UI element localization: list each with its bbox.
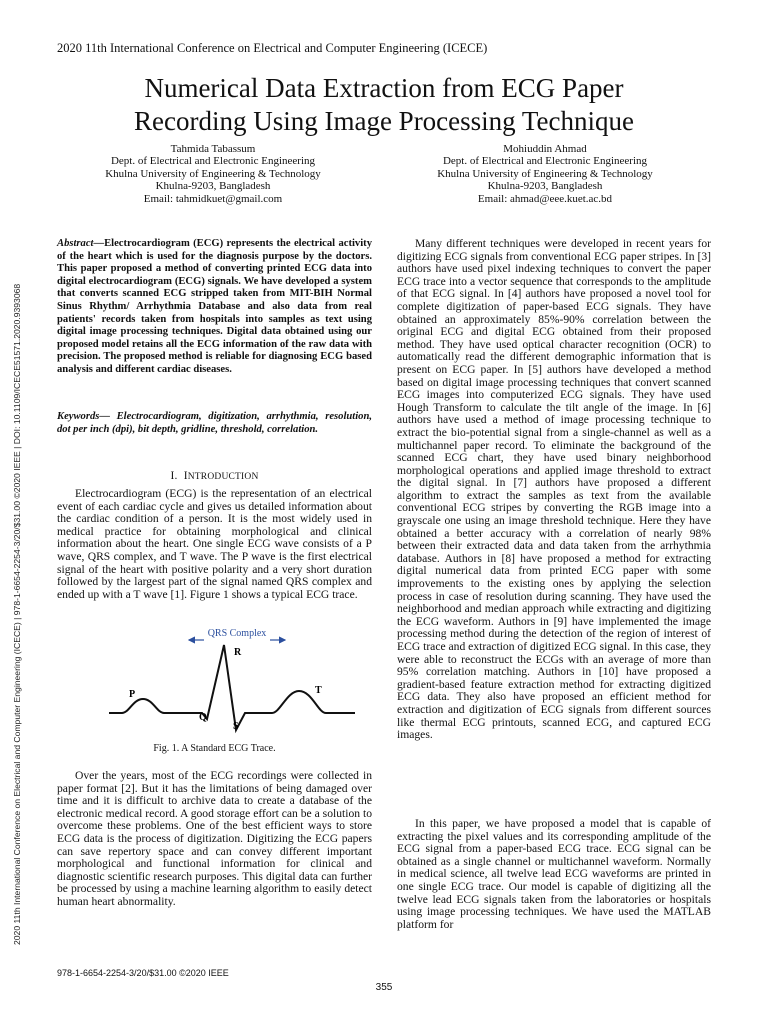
qrs-complex-label: QRS Complex [207, 628, 267, 639]
ecg-figure [107, 627, 357, 735]
author-name: Mohiuddin Ahmad [503, 143, 587, 155]
q-wave-label: Q [199, 712, 207, 723]
right-para1-text: Many different techniques were developed in recent years for digitizing ECG signals from conventional ECG paper stripes. In [3] authors have used pixel indexing techniques to convert the paper ECG trace into a vector sequence that corresponds to the amplitude of that ECG signal. In [4] authors have proposed a novel tool for complete digitization of paper-based ECG signals. They have obtained an approximately 85%-90% correlation between the original ECG and digital ECG obtained from their proposed method. They have used optical character recognition (OCR) to automatically read the different demographic information that is present on ECG paper. In [5] authors have developed a method based on digital image processing techniques that convert scanned ECG images into computerized ECG signals. They have used Hough Transform to calculate the tilt angle of the image. In [6] authors have used a method of image processing technique to extract the bio-potential signal from a single-channel as well as a multichannel paper record. To eliminate the background of the scanned ECG chart, they have used binary neighborhood morphological operations and applied image threshold to extract the digital signal. In [7] authors have proposed a different algorithm to extract the samples as text from the available conventional ECG stripes by converting the RGB image into a grayscale one using an image threshold technique. Here they have obtained a better accuracy with a correlation of nearly 98% between their extracted data and data taken from the arrhythmia database. Authors in [8] have proposed a method for extracting digital numerical data from printed ECG paper with some improvements to the existing ones by applying the selection process in case of resolution during scanning. They have used the neighborhood and median approach while extracting and digitizing the ECG waveform. Authors in [9] have implemented the image processing method during the detection of the region of interest of ECG trace and extraction of digitized ECG signal. In this case, they were able to reconstruct the ECGs with an average of more than 95% correlation matching. Authors in [10] have proposed a gradient-based feature extraction method for extracting digitized ECG data. They also have proposed an efficient method for extraction and digitization of ECG signals from different sources like thermal ECG printouts, scanned ECG, and captured ECG images. [397, 237, 711, 742]
right-column-paragraph-1 [397, 238, 711, 742]
intro-text: Electrocardiogram (ECG) is the representation of an electrical event of each cardiac cycle and gives us detailed information about the cardiac condition of a person. It is the most widely used in medical practice for obtaining morphological and clinical information about the heart. One single ECG wave consists of a P wave, QRS complex, and T wave. The P wave is the first electrical signal of the heart with positive polarity and a very short duration followed by the largest part of the signal named QRS complex and ended up with a T wave [1]. Figure 1 shows a typical ECG trace. [57, 487, 372, 601]
p-wave-label: P [129, 689, 136, 700]
author-dept: Dept. of Electrical and Electronic Engineering [442, 155, 648, 168]
author-city: Khulna-9203, Bangladesh [155, 180, 271, 193]
author-block-2 [395, 143, 695, 205]
keywords: Keywords— Electrocardiogram, digitization, arrhythmia, resolution, dot per inch (dpi), bit depth, gridline, threshold, correlation. [57, 411, 372, 435]
footer-isbn: 978-1-6654-2254-3/20/$31.00 ©2020 IEEE [57, 968, 229, 978]
s-wave-label: S [233, 721, 239, 732]
title-line-1: Numerical Data Extraction from ECG Paper [144, 73, 624, 103]
author-name: Tahmida Tabassum [170, 143, 256, 155]
right-para2-text: In this paper, we have proposed a model that is capable of extracting the pixel values and its corresponding amplitude of the ECG signal from a paper-based ECG trace. ECG signal can be obtained as a single channel or multichannel waveform. Normally in medical science, all twelve lead ECG waveforms are printed in one single ECG trace. Our model is capable of digitizing all the twelve lead ECG signals taken from the laboratories or hospitals using image processing techniques. We have used the MATLAB platform for [397, 817, 711, 931]
conference-header: 2020 11th International Conference on Electrical and Computer Engineering (ICECE) [57, 41, 488, 55]
section-title-rest: NTRODUCTION [187, 472, 259, 482]
page-number: 355 [375, 982, 393, 993]
author-city: Khulna-9203, Bangladesh [487, 180, 603, 193]
intro-paragraph [57, 488, 372, 601]
author-university: Khulna University of Engineering & Technology [437, 167, 653, 180]
side-doi-text: 2020 11th International Conference on Electrical and Computer Engineering (ICECE) | 978-1-6654-2254-3/20/$31.00 ©2020 IEEE | DOI: 10.1109/ICECE51571.2020.9393068 [12, 283, 22, 945]
intro-paragraph-2 [57, 770, 372, 909]
author-university: Khulna University of Engineering & Technology [105, 167, 321, 180]
section-number: I. [170, 470, 178, 482]
para2-text: Over the years, most of the ECG recordings were collected in paper format [2]. But it has the limitations of being damaged over time and it is difficult to archive data to create a database of the electronic medical record. A good storage effort can be a solution to overcome these problems. One of the best efficient ways to store ECG data is the process of digitization. Digitizing the ECG papers can save repertory space and can convey different important morphological and functional information for clinical and diagnostic scientific research purposes. This digital data can further be processed by using a machine learning algorithm to easily detect human heart abnormality. [57, 769, 372, 908]
abstract-text: —Electrocardiogram (ECG) represents the electrical activity of the heart which is used for the diagnosis purpose by the doctors. This paper proposed a method of converting printed ECG data into digital electrocardiogram (ECG) signals. We have developed a system that converts scanned ECG stripped taken from MIT-BIH Normal Sinus Rhythm/ Arrhythmia Database and also data from real patients' records taken from hospitals into samples as text using digital image processing techniques. Digital data obtained using our proposed model retains all the ECG information of the raw data with precision. The proposed method is reliable for diagnosing ECG based analysis and different cardiac diseases. [57, 238, 372, 375]
r-wave-label: R [234, 647, 242, 658]
section-first-letter: I [183, 470, 188, 482]
abstract [57, 238, 372, 377]
author-dept: Dept. of Electrical and Electronic Engineering [110, 155, 316, 168]
author-email: Email: tahmidkuet@gmail.com [143, 192, 283, 205]
figure-caption: Fig. 1. A Standard ECG Trace. [153, 743, 276, 754]
section-heading-introduction [57, 470, 372, 482]
author-email: Email: ahmad@eee.kuet.ac.bd [477, 192, 613, 205]
right-column-paragraph-2 [397, 818, 711, 931]
title-line-2: Recording Using Image Processing Technique [133, 106, 634, 136]
author-block-1 [63, 143, 363, 205]
paper-title [0, 72, 768, 138]
abstract-lead: Abstract [57, 238, 94, 249]
t-wave-label: T [315, 685, 322, 696]
